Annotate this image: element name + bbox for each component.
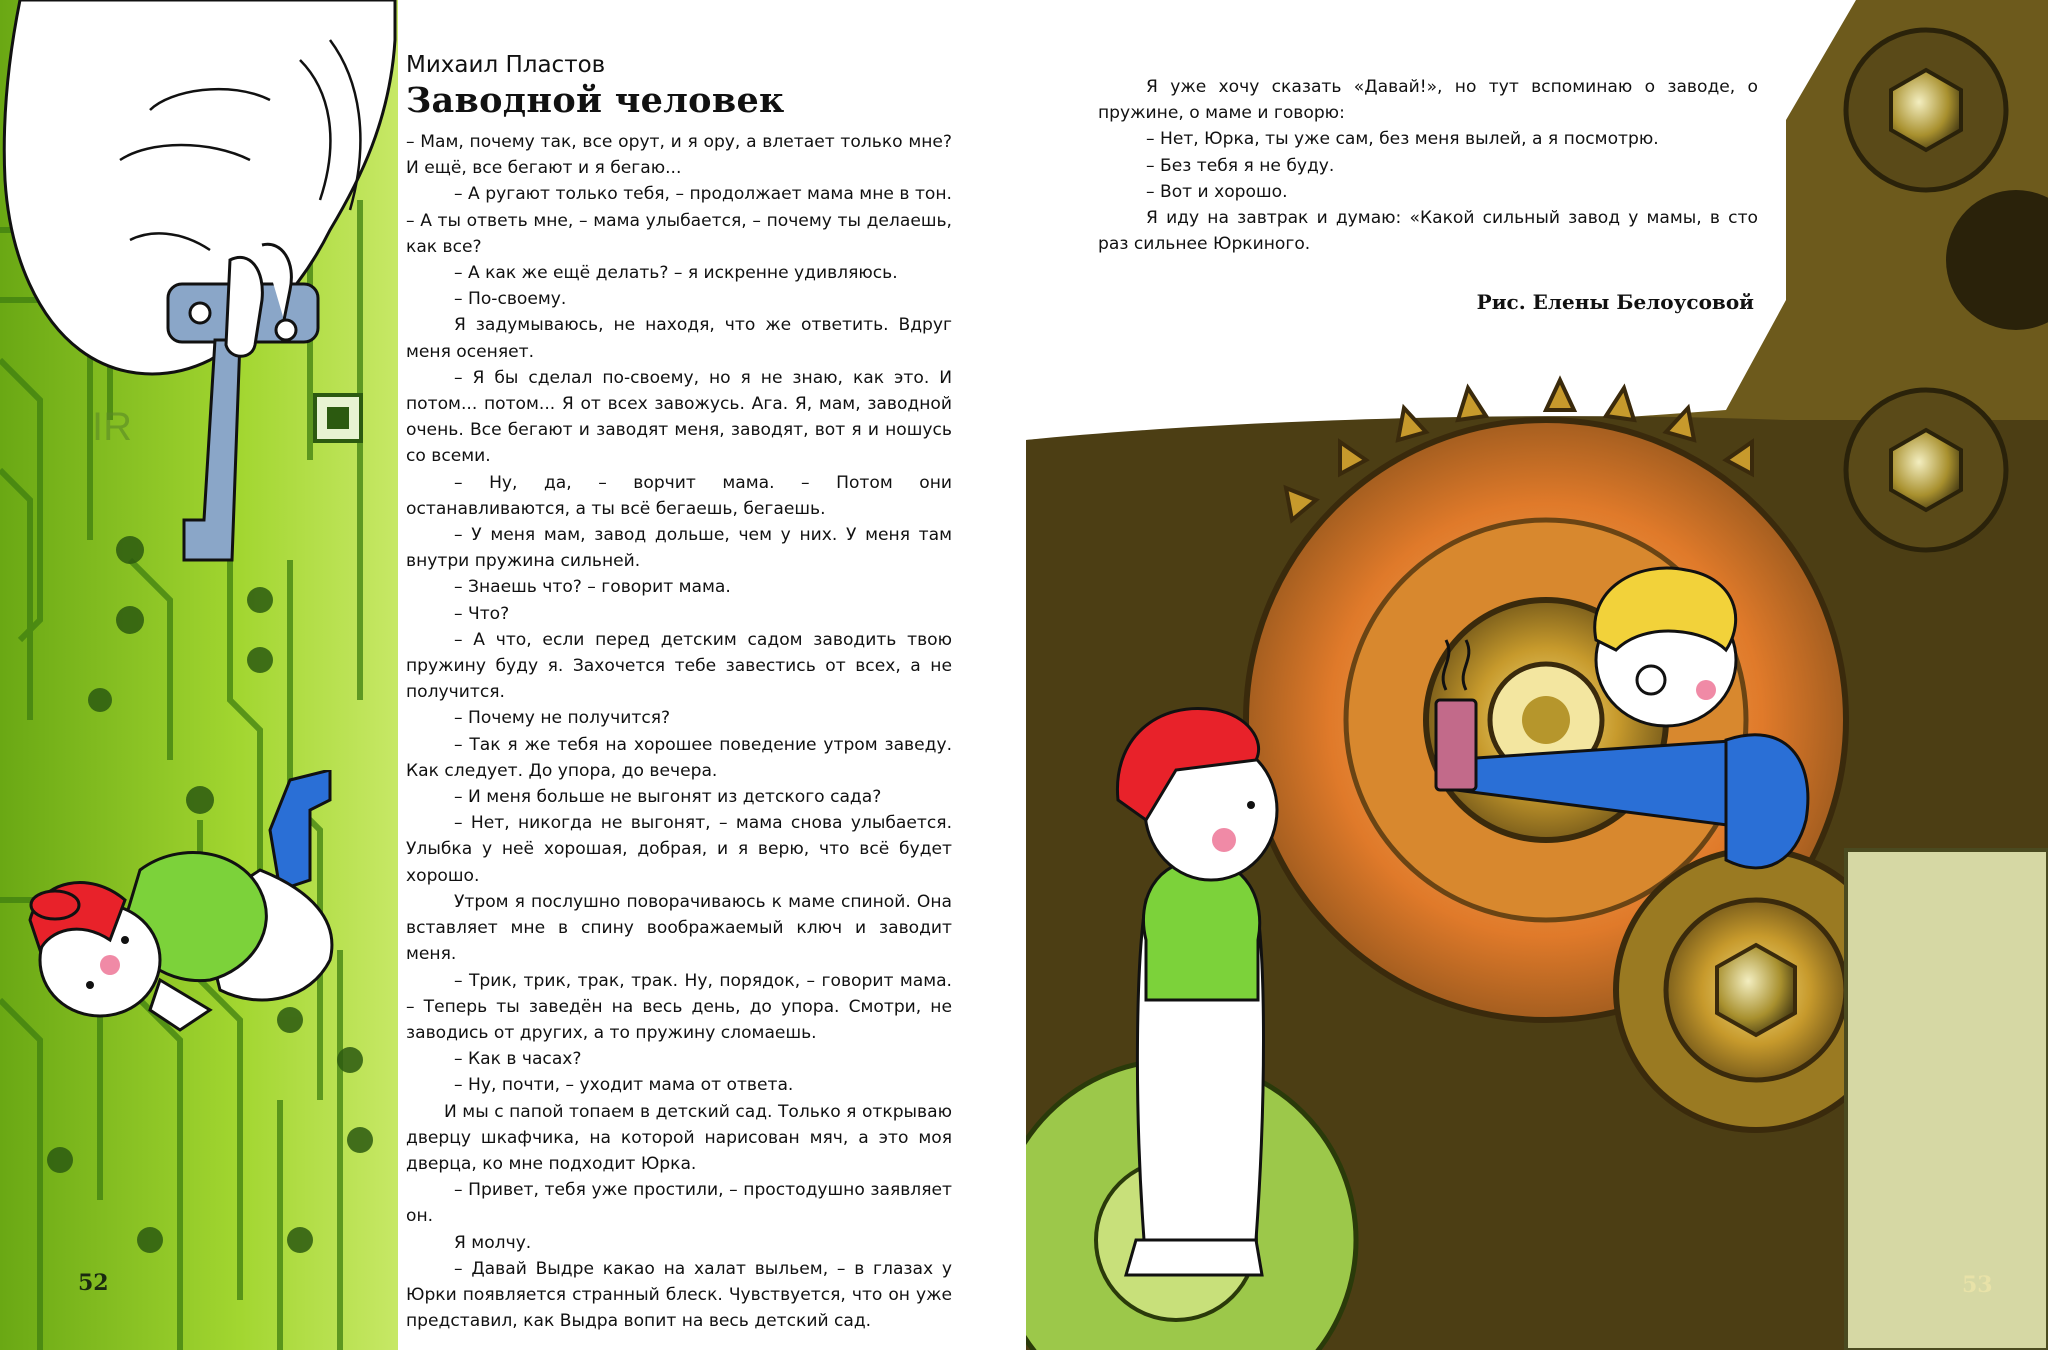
paragraph: – Нет, никогда не выгонят, – мама снова улыбается. Улыбка у неё хорошая, добрая, и я верю, что всё будет хорошо. (406, 813, 952, 886)
bending-boy-drawing (10, 770, 398, 1040)
paragraph: – Почему не получится? (454, 708, 671, 729)
circuit-board-illustration (0, 0, 398, 1350)
paragraph: – Ну, да, – ворчит мама. – Потом они останавливаются, а ты всё бегаешь, бегаешь. (406, 472, 952, 519)
page-number-left: 52 (78, 1270, 109, 1296)
paragraph: – По-своему. (454, 289, 567, 310)
paragraph: – Привет, тебя уже простили, – простодушно заявляет он. (406, 1180, 952, 1227)
paragraph: – Нет, Юрка, ты уже сам, без меня вылей, а я посмотрю. (1146, 129, 1659, 150)
paragraph: – Без тебя я не буду. (1146, 155, 1335, 176)
paragraph: – Я бы сделал по-своему, но я не знаю, как это. И потом... потом... Я от всех завожусь. Ага. Я, мам, заводной очень. Все бегают и заводят меня, заводят, вот я и ношусь со всеми. (406, 367, 952, 467)
gears-illustration (1026, 0, 2048, 1350)
paragraph: Я молчу. (454, 1232, 532, 1253)
page-number-right: 53 (1962, 1272, 1993, 1298)
boy-red-cap-drawing (1117, 708, 1277, 1275)
hand-with-key-drawing (0, 0, 398, 580)
paragraph: – Что? (454, 603, 510, 624)
paragraph: – Вот и хорошо. (1146, 181, 1288, 202)
paragraph: – А что, если перед детским садом заводить твою пружину буду я. Захочется тебе завестись от всех, а не получится. (406, 629, 952, 703)
paragraph: – Знаешь что? – говорит мама. (454, 577, 731, 598)
circuit-silkscreen-label: IR (92, 405, 132, 449)
paragraph: Я иду на завтрак и думаю: «Какой сильный завод у мамы, в сто раз сильнее Юркиного. (1098, 208, 1758, 255)
author-name: Михаил Пластов (406, 52, 606, 78)
paragraph: – А ругают только тебя, – продолжает мама мне в тон. – А ты ответь мне, – мама улыбается, – почему ты делаешь, как все? (406, 184, 952, 257)
metal-plate (1846, 850, 2048, 1350)
key-shaft (184, 340, 240, 560)
paragraph: Утром я послушно поворачиваюсь к маме спиной. Она вставляет мне в спину воображаемый ключ и заводит меня. (406, 891, 952, 965)
paragraph: – Как в часах? (454, 1049, 582, 1070)
paragraph: – И меня больше не выгонят из детского сада? (454, 787, 882, 808)
paragraph: – Давай Выдре какао на халат выльем, – в глазах у Юрки появляется странный блеск. Чувствуется, что он уже представил, как Выдра вопит на весь детский сад. (406, 1258, 952, 1332)
illustrator-credit: Рис. Елены Белоусовой (1476, 290, 1754, 314)
paragraph: – Мам, почему так, все орут, и я ору, а влетает только мне? И ещё, все бегают и я бегаю... (406, 132, 952, 179)
paragraph: – Трик, трик, трак, трак. Ну, порядок, – говорит мама. – Теперь ты заведён на весь день, до упора. Смотри, не заводись от других, а то пружину сломаешь. (406, 970, 952, 1043)
paragraph: – Так я же тебя на хорошее поведение утром заведу. Как следует. До упора, до вечера. (406, 734, 952, 781)
story-column-left (406, 52, 952, 1334)
story-title: Заводной человек (406, 80, 785, 121)
paragraph: – Ну, почти, – уходит мама от ответа. (454, 1075, 794, 1096)
paragraph: Я уже хочу сказать «Давай!», но тут вспоминаю о заводе, о пружине, о маме и говорю: (1098, 77, 1758, 124)
paragraph: Я задумываюсь, не находя, что же ответить. Вдруг меня осеняет. (406, 315, 952, 362)
paragraph: – У меня мам, завод дольше, чем у них. У меня там внутри пружина сильней. (406, 525, 952, 572)
paragraph: – А как же ещё делать? – я искренне удивляюсь. (454, 263, 898, 284)
glass-of-cocoa (1436, 700, 1476, 790)
paragraph: И мы с папой топаем в детский сад. Только я открываю дверцу шкафчика, на которой нарисован мяч, а это моя дверца, ко мне подходит Юрка. (406, 1101, 952, 1174)
